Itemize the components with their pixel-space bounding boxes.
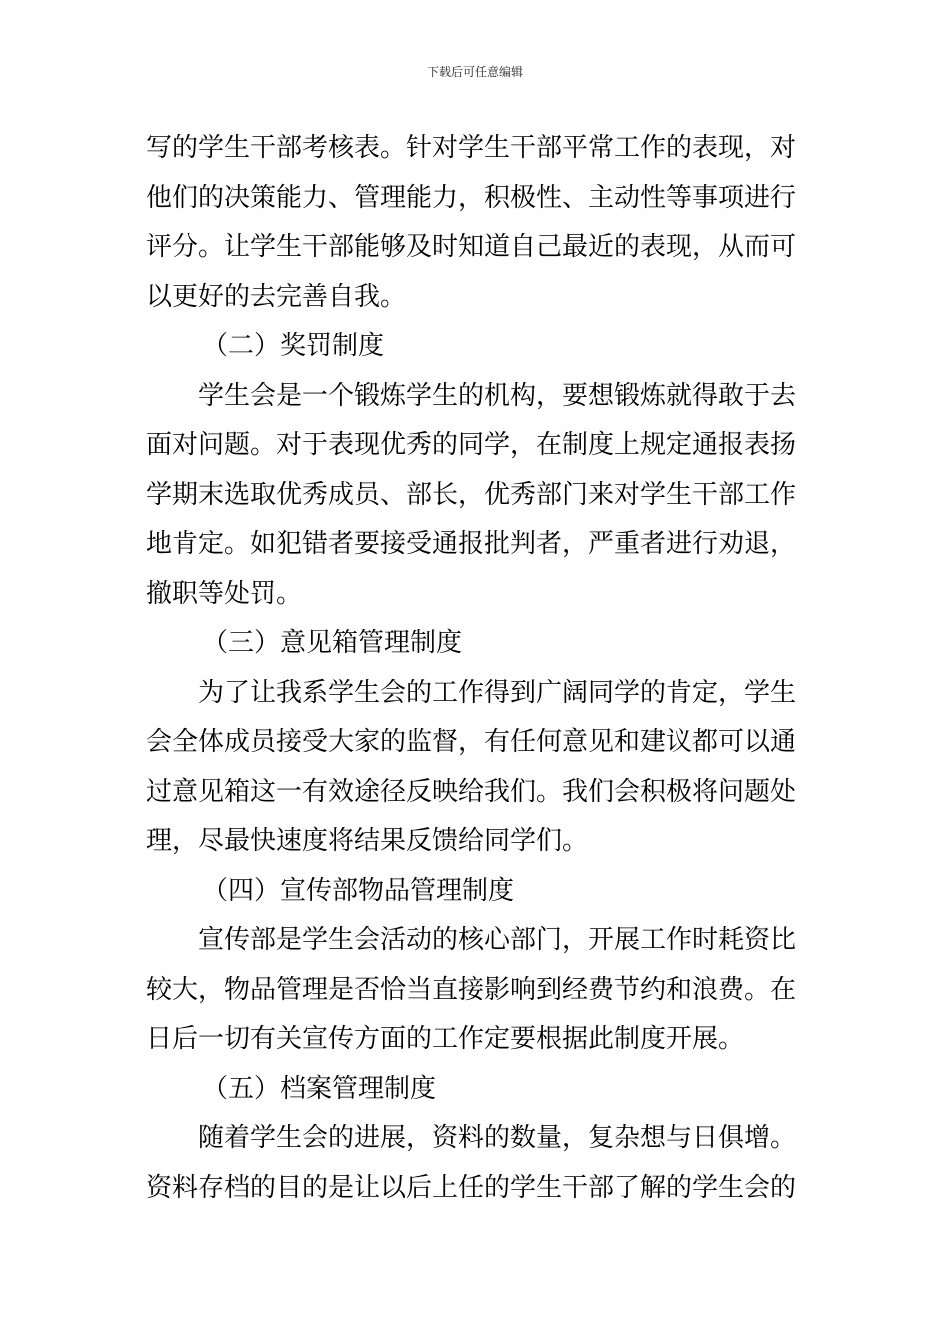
paragraph-line: 面对问题。对于表现优秀的同学，在制度上规定通报表扬: [146, 430, 797, 460]
section-heading-suggestion-box: （三）意见箱管理制度: [202, 628, 463, 658]
section-heading-archives: （五）档案管理制度: [202, 1073, 437, 1104]
paragraph-line: 写的学生干部考核表。针对学生干部平常工作的表现，对: [146, 133, 797, 163]
paragraph-line: 过意见箱这一有效途径反映给我们。我们会积极将问题处: [146, 776, 797, 807]
page-header-note: 下载后可任意编辑: [426, 65, 523, 79]
paragraph-line: 理，尽最快速度将结果反馈给同学们。: [146, 826, 589, 856]
document-body: [146, 124, 808, 1213]
paragraph-line: 评分。让学生干部能够及时知道自己最近的表现，从而可: [146, 232, 797, 262]
paragraph-line: 较大，物品管理是否恰当直接影响到经费节约和浪费。在: [146, 974, 797, 1005]
paragraph-first-line: 宣传部是学生会活动的核心部门，开展工作时耗资比: [198, 925, 797, 955]
paragraph-line: 资料存档的目的是让以后上任的学生干部了解的学生会的: [146, 1172, 797, 1203]
paragraph-first-line: 随着学生会的进展，资料的数量，复杂想与日俱增。: [198, 1123, 797, 1153]
section-heading-rewards-penalties: （二）奖罚制度: [202, 331, 385, 361]
paragraph-line: 以更好的去完善自我。: [146, 281, 407, 312]
paragraph-first-line: 为了让我系学生会的工作得到广阔同学的肯定，学生: [198, 677, 797, 708]
section-heading-publicity-items: （四）宣传部物品管理制度: [202, 875, 515, 906]
paragraph-line: 地肯定。如犯错者要接受通报批判者，严重者进行劝退，: [146, 529, 797, 559]
paragraph-line: 他们的决策能力、管理能力，积极性、主动性等事项进行: [146, 182, 797, 213]
paragraph-line: 日后一切有关宣传方面的工作定要根据此制度开展。: [146, 1024, 745, 1054]
paragraph-line: 会全体成员接受大家的监督，有任何意见和建议都可以通: [146, 727, 797, 757]
paragraph-line: 撤职等处罚。: [146, 578, 303, 609]
paragraph-first-line: 学生会是一个锻炼学生的机构，要想锻炼就得敢于去: [198, 380, 797, 411]
paragraph-line: 学期末选取优秀成员、部长，优秀部门来对学生干部工作: [146, 479, 797, 510]
